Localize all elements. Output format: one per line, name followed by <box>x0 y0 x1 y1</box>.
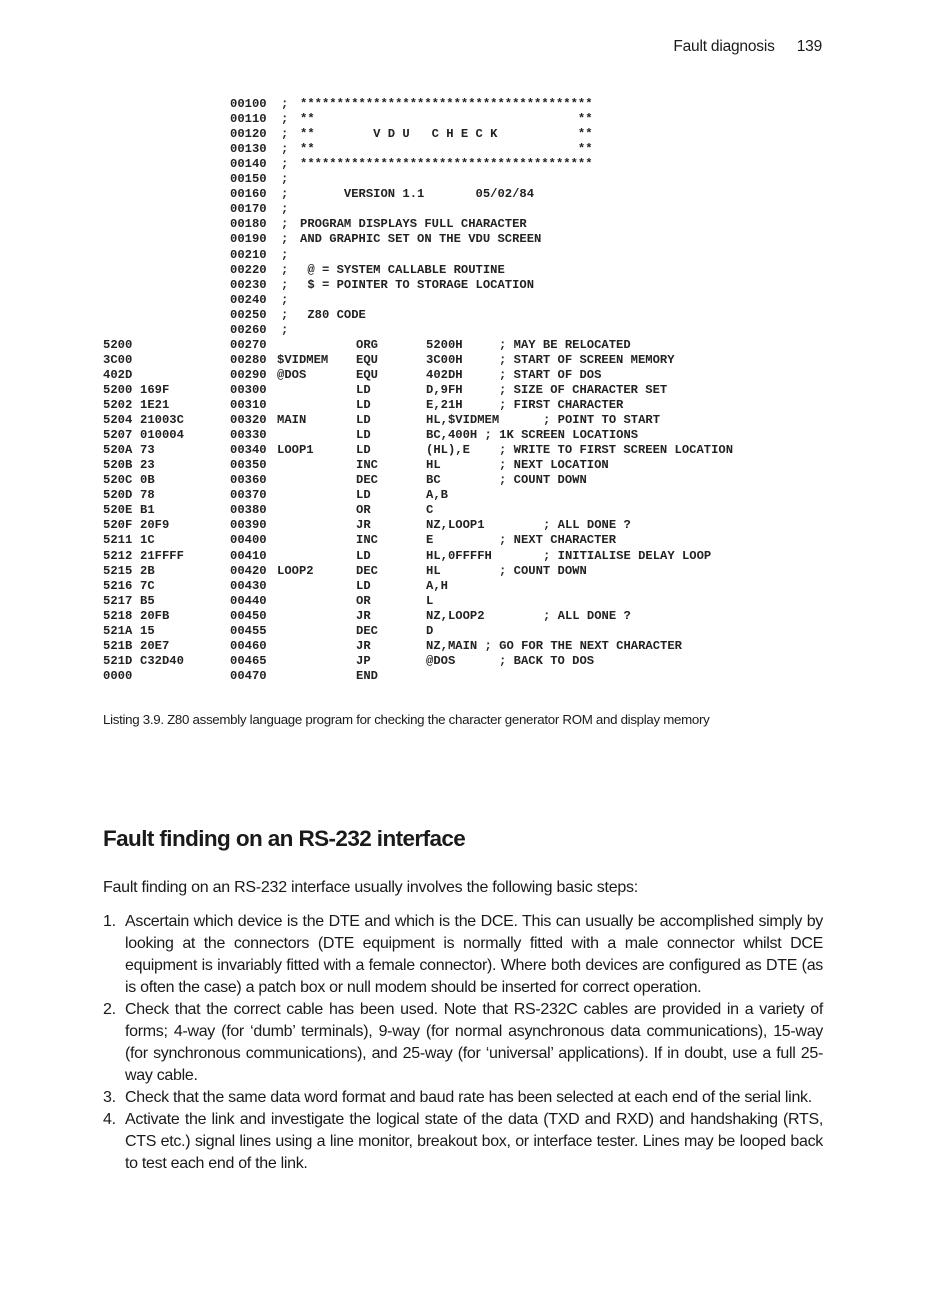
label: @DOS <box>277 367 307 382</box>
line-number: 00240 <box>230 292 267 307</box>
opcode: EQU <box>356 352 378 367</box>
line-number: 00170 <box>230 202 267 217</box>
listing-code-row <box>0 533 936 548</box>
listing-code-row <box>0 624 936 639</box>
listing-comment-row <box>0 112 936 127</box>
object-code: 15 <box>140 623 155 638</box>
listing-code-row <box>0 639 936 654</box>
code-comment: ; MAY BE RELOCATED <box>499 337 631 352</box>
object-code: 21003C <box>140 413 184 428</box>
listing-caption: Listing 3.9. Z80 assembly language program for checking the character generator ROM and display memory <box>103 712 710 727</box>
address: 0000 <box>103 668 133 683</box>
running-header <box>673 38 822 56</box>
address: 5217 <box>103 593 133 608</box>
operand: HL <box>426 563 441 578</box>
line-number: 00380 <box>230 503 267 518</box>
code-comment: ; FIRST CHARACTER <box>499 398 624 412</box>
label: $VIDMEM <box>277 352 329 367</box>
line-number: 00465 <box>230 653 267 668</box>
address: 520C <box>103 473 133 488</box>
line-number: 00310 <box>230 398 267 412</box>
listing-code-row <box>0 458 936 473</box>
opcode: OR <box>356 593 371 608</box>
operand: D <box>426 623 434 638</box>
listing-comment-row <box>0 248 936 263</box>
comment-text: **************************************** <box>300 97 593 111</box>
listing-code-row <box>0 383 936 398</box>
line-number: 00400 <box>230 533 267 548</box>
opcode: EQU <box>356 367 378 382</box>
comment-text: PROGRAM DISPLAYS FULL CHARACTER <box>300 217 527 232</box>
address: 5218 <box>103 608 133 623</box>
line-number: 00460 <box>230 638 267 653</box>
step-text: Activate the link and investigate the logical state of the data (TXD and RXD) and handshaking (RTS, CTS etc.) signal lines using a line monitor, breakout box, or interface tester. Lines may be looped back to test each end of the link. <box>125 1111 823 1172</box>
code-comment: ; COUNT DOWN <box>499 563 587 578</box>
object-code: 0B <box>140 473 155 488</box>
operand: 402DH <box>426 367 463 382</box>
comment-marker: ; <box>281 262 289 277</box>
address: 5204 <box>103 413 133 428</box>
comment-text: Z80 CODE <box>300 307 366 322</box>
listing-code-row <box>0 413 936 428</box>
opcode: LD <box>356 548 371 563</box>
address: 520E <box>103 503 133 518</box>
line-number: 00350 <box>230 458 267 473</box>
label: LOOP2 <box>277 563 314 578</box>
code-comment: ; START OF SCREEN MEMORY <box>499 352 675 367</box>
opcode: LD <box>356 398 371 412</box>
comment-text: AND GRAPHIC SET ON THE VDU SCREEN <box>300 232 542 247</box>
comment-marker: ; <box>281 277 289 292</box>
comment-marker: ; <box>281 172 289 187</box>
object-code: 1E21 <box>140 398 170 412</box>
comment-marker: ; <box>281 292 289 307</box>
listing-code-row <box>0 398 936 413</box>
opcode: DEC <box>356 473 378 488</box>
listing-comment-row <box>0 293 936 308</box>
opcode: LD <box>356 488 371 503</box>
line-number: 00260 <box>230 322 267 337</box>
comment-text: VERSION 1.1 05/02/84 <box>300 187 535 202</box>
opcode: JR <box>356 608 371 623</box>
listing-code-row <box>0 518 936 533</box>
address: 520B <box>103 458 133 473</box>
operand: HL,0FFFFH ; INITIALISE DELAY LOOP <box>426 548 712 563</box>
section-heading: Fault finding on an RS-232 interface <box>103 826 466 851</box>
listing-code-row <box>0 669 936 684</box>
comment-text: ** V D U C H E C K ** <box>300 127 593 142</box>
line-number: 00140 <box>230 157 267 172</box>
listing-code-row <box>0 564 936 579</box>
object-code: 7C <box>140 578 155 593</box>
step-number: 4. <box>103 1111 116 1128</box>
address: 5215 <box>103 563 133 578</box>
address: 402D <box>103 367 133 382</box>
opcode: INC <box>356 533 378 548</box>
line-number: 00430 <box>230 578 267 593</box>
operand: A,B <box>426 488 448 503</box>
operand: HL <box>426 458 441 473</box>
opcode: LD <box>356 578 371 593</box>
operand: L <box>426 593 434 608</box>
operand: NZ,LOOP1 ; ALL DONE ? <box>426 518 631 533</box>
line-number: 00390 <box>230 518 267 533</box>
line-number: 00120 <box>230 127 267 142</box>
operand: E <box>426 533 434 548</box>
listing-code-row <box>0 443 936 458</box>
listing-code-row <box>0 503 936 518</box>
listing-comment-row <box>0 263 936 278</box>
line-number: 00270 <box>230 337 267 352</box>
listing-comment-row <box>0 202 936 217</box>
listing-comment-row <box>0 323 936 338</box>
operand: BC <box>426 473 441 488</box>
comment-marker: ; <box>281 112 289 127</box>
line-number: 00150 <box>230 172 267 187</box>
opcode: JP <box>356 653 371 668</box>
line-number: 00455 <box>230 623 267 638</box>
comment-text: **************************************** <box>300 157 593 172</box>
operand: BC,400H ; 1K SCREEN LOCATIONS <box>426 428 639 443</box>
running-header-title: Fault diagnosis <box>673 38 775 55</box>
opcode: LD <box>356 382 371 397</box>
listing-code-row <box>0 609 936 624</box>
opcode: OR <box>356 503 371 518</box>
line-number: 00100 <box>230 97 267 111</box>
step-text: Check that the same data word format and baud rate has been selected at each end of the serial link. <box>125 1089 812 1106</box>
opcode: ORG <box>356 337 378 352</box>
comment-marker: ; <box>281 217 289 232</box>
listing-comment-row <box>0 142 936 157</box>
line-number: 00340 <box>230 443 267 458</box>
operand: 5200H <box>426 337 463 352</box>
listing-code-row <box>0 654 936 669</box>
code-comment: ; SIZE OF CHARACTER SET <box>499 382 668 397</box>
address: 520F <box>103 518 133 533</box>
listing-code-row <box>0 579 936 594</box>
object-code: 169F <box>140 382 170 397</box>
comment-marker: ; <box>281 322 289 337</box>
operand: NZ,MAIN ; GO FOR THE NEXT CHARACTER <box>426 638 682 653</box>
object-code: 2B <box>140 563 155 578</box>
line-number: 00410 <box>230 548 267 563</box>
listing-code-row <box>0 353 936 368</box>
address: 5202 <box>103 398 133 412</box>
object-code: 010004 <box>140 428 184 443</box>
listing-comment-row <box>0 97 936 112</box>
object-code: 78 <box>140 488 155 503</box>
line-number: 00370 <box>230 488 267 503</box>
line-number: 00190 <box>230 232 267 247</box>
comment-text: ** ** <box>300 112 593 127</box>
code-comment: ; BACK TO DOS <box>499 653 595 668</box>
address: 5211 <box>103 533 133 548</box>
line-number: 00360 <box>230 473 267 488</box>
comment-marker: ; <box>281 187 289 202</box>
comment-marker: ; <box>281 232 289 247</box>
operand: (HL),E <box>426 443 470 458</box>
opcode: DEC <box>356 623 378 638</box>
step-item <box>103 911 823 999</box>
object-code: B5 <box>140 593 155 608</box>
operand: E,21H <box>426 398 463 412</box>
code-comment: ; WRITE TO FIRST SCREEN LOCATION <box>499 443 734 458</box>
step-number: 1. <box>103 913 116 930</box>
object-code: 73 <box>140 443 155 458</box>
listing-comment-row <box>0 127 936 142</box>
listing-code-row <box>0 473 936 488</box>
address: 3C00 <box>103 352 133 367</box>
label: MAIN <box>277 413 307 428</box>
operand: @DOS <box>426 653 456 668</box>
comment-text: $ = POINTER TO STORAGE LOCATION <box>300 277 535 292</box>
opcode: END <box>356 668 378 683</box>
object-code: 1C <box>140 533 155 548</box>
object-code: 20FB <box>140 608 170 623</box>
step-item <box>103 1087 823 1109</box>
comment-marker: ; <box>281 142 289 157</box>
operand: 3C00H <box>426 352 463 367</box>
address: 520A <box>103 443 133 458</box>
opcode: JR <box>356 518 371 533</box>
comment-marker: ; <box>281 307 289 322</box>
object-code: 20F9 <box>140 518 170 533</box>
step-item <box>103 999 823 1087</box>
listing-code-row <box>0 428 936 443</box>
listing-code-row <box>0 594 936 609</box>
listing-comment-row <box>0 278 936 293</box>
line-number: 00290 <box>230 367 267 382</box>
line-number: 00470 <box>230 668 267 683</box>
address: 5200 <box>103 337 133 352</box>
comment-marker: ; <box>281 157 289 172</box>
line-number: 00110 <box>230 112 267 127</box>
step-text: Ascertain which device is the DTE and which is the DCE. This can usually be accomplished simply by looking at the connectors (DTE equipment is normally fitted with a male connector whilst DCE equipment is invariably fitted with a female connector). Where both devices are configured as DTE (as is often the case) a patch box or null modem should be inserted for correct operation. <box>125 913 823 996</box>
steps-list <box>103 911 823 1175</box>
line-number: 00130 <box>230 142 267 157</box>
label: LOOP1 <box>277 443 314 458</box>
address: 5212 <box>103 548 133 563</box>
line-number: 00230 <box>230 277 267 292</box>
line-number: 00450 <box>230 608 267 623</box>
address: 521A <box>103 623 133 638</box>
line-number: 00330 <box>230 428 267 443</box>
line-number: 00220 <box>230 262 267 277</box>
opcode: INC <box>356 458 378 473</box>
code-comment: ; NEXT LOCATION <box>499 458 609 473</box>
opcode: LD <box>356 443 371 458</box>
comment-text: ** ** <box>300 142 593 157</box>
listing-code-row <box>0 338 936 353</box>
object-code: 23 <box>140 458 155 473</box>
object-code: 20E7 <box>140 638 170 653</box>
code-comment: ; START OF DOS <box>499 367 602 382</box>
section-intro: Fault finding on an RS-232 interface usually involves the following basic steps: <box>103 879 638 896</box>
object-code: 21FFFF <box>140 548 184 563</box>
line-number: 00250 <box>230 307 267 322</box>
step-item <box>103 1109 823 1175</box>
object-code: B1 <box>140 503 155 518</box>
opcode: JR <box>356 638 371 653</box>
line-number: 00180 <box>230 217 267 232</box>
comment-marker: ; <box>281 202 289 217</box>
operand: HL,$VIDMEM ; POINT TO START <box>426 413 661 428</box>
address: 520D <box>103 488 133 503</box>
address: 521D <box>103 653 133 668</box>
listing-code-row <box>0 368 936 383</box>
operand: C <box>426 503 434 518</box>
line-number: 00210 <box>230 247 267 262</box>
listing-code-row <box>0 488 936 503</box>
comment-marker: ; <box>281 127 289 142</box>
address: 521B <box>103 638 133 653</box>
step-number: 3. <box>103 1089 116 1106</box>
comment-text: @ = SYSTEM CALLABLE ROUTINE <box>300 262 505 277</box>
address: 5216 <box>103 578 133 593</box>
operand: A,H <box>426 578 448 593</box>
step-number: 2. <box>103 1001 116 1018</box>
line-number: 00280 <box>230 352 267 367</box>
line-number: 00300 <box>230 382 267 397</box>
opcode: LD <box>356 413 371 428</box>
page-number: 139 <box>796 38 822 55</box>
operand: D,9FH <box>426 382 463 397</box>
comment-marker: ; <box>281 97 289 111</box>
code-comment: ; COUNT DOWN <box>499 473 587 488</box>
listing-comment-row <box>0 217 936 232</box>
listing-comment-row <box>0 187 936 202</box>
address: 5207 <box>103 428 133 443</box>
listing-comment-row <box>0 308 936 323</box>
listing-comment-row <box>0 232 936 247</box>
address: 5200 <box>103 382 133 397</box>
operand: NZ,LOOP2 ; ALL DONE ? <box>426 608 631 623</box>
listing-comment-row <box>0 157 936 172</box>
code-comment: ; NEXT CHARACTER <box>499 533 617 548</box>
line-number: 00160 <box>230 187 267 202</box>
line-number: 00440 <box>230 593 267 608</box>
listing-code-row <box>0 549 936 564</box>
opcode: DEC <box>356 563 378 578</box>
step-text: Check that the correct cable has been used. Note that RS-232C cables are provided in a variety of forms; 4-way (for ‘dumb’ terminals), 9-way (for normal asynchronous data communications), 15-way (for synchronous communications), and 25-way (for ‘universal’ applications). If in doubt, use a full 25-way cable. <box>125 1001 823 1084</box>
opcode: LD <box>356 428 371 443</box>
line-number: 00320 <box>230 413 267 428</box>
object-code: C32D40 <box>140 653 184 668</box>
comment-marker: ; <box>281 247 289 262</box>
listing-comment-row <box>0 172 936 187</box>
line-number: 00420 <box>230 563 267 578</box>
